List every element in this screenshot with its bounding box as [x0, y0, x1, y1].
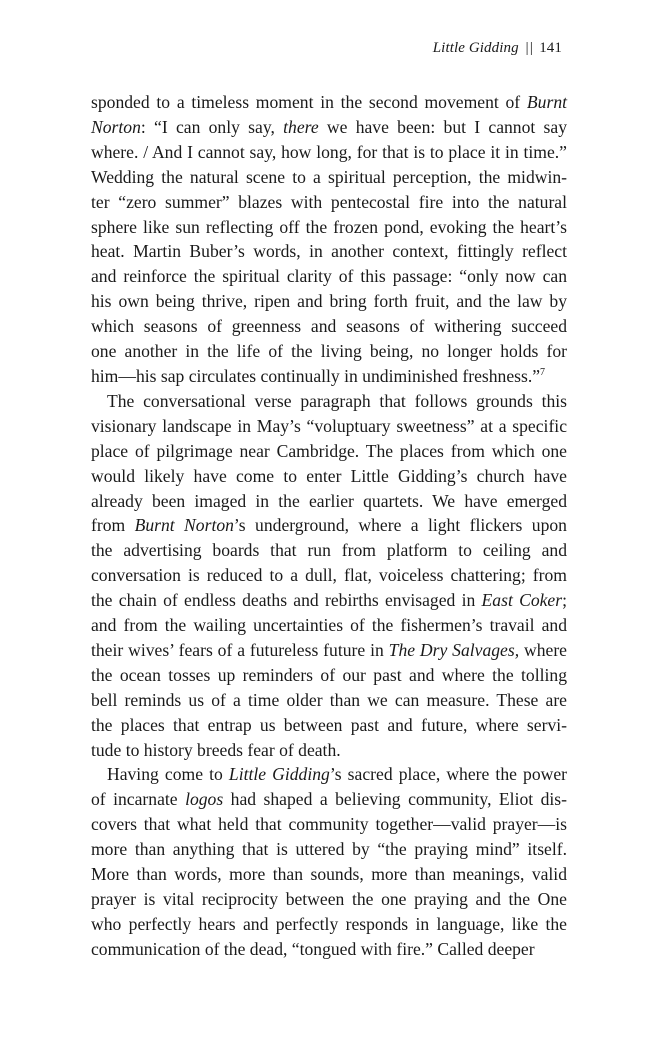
text-line	[91, 364, 567, 389]
text-run: the advertising boards that run from platform to ceiling and	[91, 540, 567, 561]
text-run: which seasons of greenness and seasons of withering succeed	[91, 316, 567, 337]
text-line	[91, 289, 567, 314]
text-line	[91, 339, 567, 364]
text-run: More than words, more than sounds, more than meanings, valid	[91, 864, 567, 885]
text-run: from	[91, 515, 135, 536]
text-line	[91, 613, 567, 638]
running-head-title: Little Gidding	[432, 40, 519, 56]
text-line	[91, 90, 567, 115]
text-line	[91, 738, 567, 763]
text-run: sphere like sun reflecting off the frozen pond, evoking the heart’s	[91, 216, 567, 237]
text-run: where. / And I cannot say, how long, for that is to place it in time.”	[91, 141, 567, 162]
text-line	[91, 812, 567, 837]
text-run: ;	[562, 590, 567, 611]
text-line	[91, 140, 567, 165]
text-line	[91, 464, 567, 489]
text-line	[91, 837, 567, 862]
text-line	[91, 414, 567, 439]
text-line	[91, 264, 567, 289]
text-line	[91, 563, 567, 588]
text-line	[91, 638, 567, 663]
running-head-separator: ||	[524, 40, 534, 56]
footnote-marker: 7	[540, 367, 546, 379]
text-run: covers that what held that community together—valid prayer—is	[91, 814, 567, 835]
italic-text: Burnt	[526, 92, 567, 112]
text-run: and from the wailing uncertainties of the fishermen’s travail and	[91, 615, 567, 636]
running-head	[433, 40, 562, 57]
text-run: his own being thrive, ripen and bring forth fruit, and the law by	[91, 291, 567, 312]
italic-text: Little Gidding	[228, 764, 330, 785]
text-run: where	[519, 639, 567, 660]
text-line	[91, 513, 567, 538]
text-line	[91, 862, 567, 887]
text-run: tude to history breeds fear of death.	[91, 739, 341, 760]
text-run: and reinforce the spiritual clarity of this passage: “only now can	[91, 266, 567, 287]
text-line	[91, 538, 567, 563]
paragraph-1	[91, 90, 567, 389]
text-run: of incarnate	[91, 789, 186, 810]
text-run: bell reminds us of a time older than we can measure. These are	[91, 689, 567, 710]
text-run: ’s underground, where a light flickers upon	[233, 515, 567, 536]
body-text	[91, 90, 567, 962]
text-line	[91, 165, 567, 190]
text-line	[91, 762, 567, 787]
text-line	[91, 389, 567, 414]
text-run: The conversational verse paragraph that follows grounds this	[107, 390, 567, 411]
text-line	[91, 887, 567, 912]
text-run: : “I can only say,	[140, 116, 284, 137]
page-number: 141	[539, 40, 562, 56]
text-line	[91, 115, 567, 140]
text-run: sponded to a timeless moment in the second movement of	[91, 92, 527, 112]
text-run: visionary landscape in May’s “voluptuary sweetness” at a specific	[91, 415, 567, 436]
text-run: their wives’ fears of a futureless future in	[91, 639, 389, 660]
italic-text: The Dry Salvages,	[388, 639, 520, 660]
text-run: communication of the dead, “tongued with fire.” Called deeper	[91, 938, 535, 959]
text-line	[91, 215, 567, 240]
text-run: more than anything that is uttered by “the praying mind” itself.	[91, 839, 567, 860]
text-run: Having come to	[107, 764, 229, 785]
text-run: ’s sacred place, where the power	[329, 764, 568, 785]
text-line	[91, 439, 567, 464]
paragraph-3	[91, 762, 567, 961]
text-run: the ocean tosses up reminders of our past and where the tolling	[91, 664, 567, 685]
text-run: the places that entrap us between past and future, where servi-	[91, 714, 567, 735]
italic-text: there	[283, 116, 319, 137]
text-line	[91, 787, 567, 812]
text-line	[91, 912, 567, 937]
text-run: one another in the life of the living being, no longer holds for	[91, 341, 567, 362]
text-run: had shaped a believing community, Eliot dis-	[223, 789, 567, 810]
italic-text: Norton	[91, 116, 141, 137]
text-line	[91, 713, 567, 738]
text-run: Wedding the natural scene to a spiritual perception, the midwin-	[91, 166, 567, 187]
text-line	[91, 190, 567, 215]
text-run: already been imaged in the earlier quartets. We have emerged	[91, 490, 567, 511]
text-run: place of pilgrimage near Cambridge. The places from which one	[91, 440, 567, 461]
italic-text: East Coker	[481, 590, 563, 611]
text-run: we have been: but I cannot say	[318, 116, 568, 137]
text-line	[91, 239, 567, 264]
text-line	[91, 314, 567, 339]
text-run: ter “zero summer” blazes with pentecostal fire into the natural	[91, 191, 567, 212]
italic-text: Burnt Norton	[134, 515, 234, 536]
text-run: conversation is reduced to a dull, flat, voiceless chattering; from	[91, 565, 567, 586]
text-line	[91, 663, 567, 688]
italic-text: logos	[185, 789, 224, 810]
text-run: him—his sap circulates continually in undiminished freshness.”	[91, 365, 541, 386]
text-line	[91, 489, 567, 514]
text-run: would likely have come to enter Little Gidding’s church have	[91, 465, 567, 486]
text-run: the chain of endless deaths and rebirths envisaged in	[91, 590, 482, 611]
text-run: heat. Martin Buber’s words, in another context, fittingly reflect	[91, 241, 567, 262]
text-line	[91, 937, 567, 962]
paragraph-2	[91, 389, 567, 763]
text-line	[91, 688, 567, 713]
text-run: who perfectly hears and perfectly responds in language, like the	[91, 913, 567, 934]
text-line	[91, 588, 567, 613]
text-run: prayer is vital reciprocity between the one praying and the One	[91, 889, 567, 909]
